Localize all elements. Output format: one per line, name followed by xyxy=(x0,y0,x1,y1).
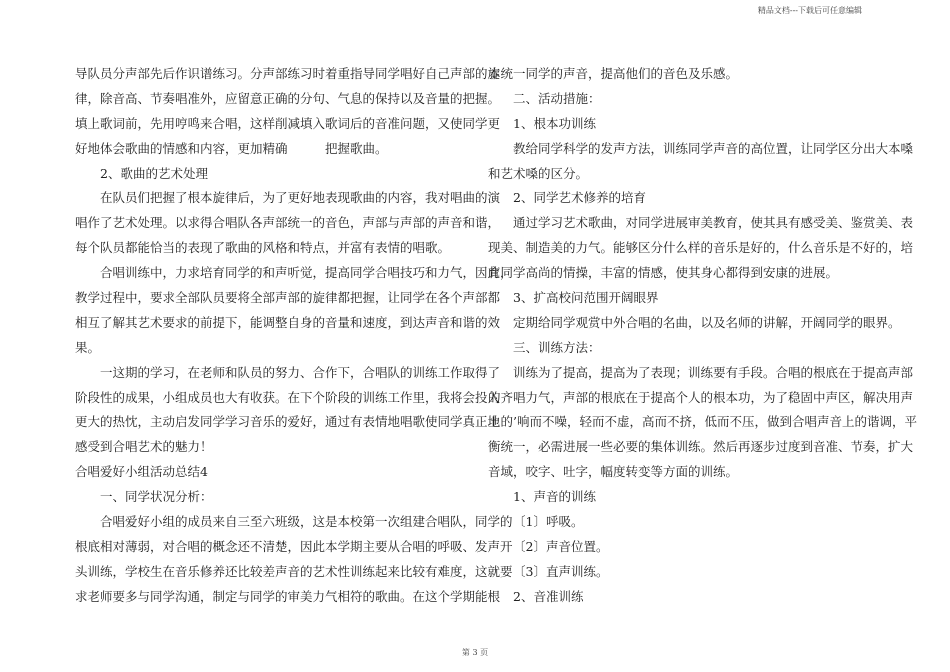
text-line: 教学过程中，要求全部队员要将全部声部的旋律都把握，让同学在各个声部都 xyxy=(75,290,501,306)
text-line: 果。 xyxy=(75,339,101,355)
text-line: 相互了解其艺术要求的前提下，能调整自身的音量和速度，到达声音和谐的效 xyxy=(75,314,501,330)
text-line: 3、扩高校问范围开阔眼界 xyxy=(513,290,659,306)
text-line: 现美、制造美的力气。能够区分什么样的音乐是好的，什么音乐是不好的，培 xyxy=(488,240,914,256)
text-line: 感受到合唱艺术的魅力！ xyxy=(75,439,213,455)
text-line: 定期给同学观赏中外合唱的名曲，以及名师的讲解，开阔同学的眼界。 xyxy=(513,314,901,330)
text-line: 好地体会歌曲的情感和内容，更加精确 把握歌曲。 xyxy=(75,140,388,156)
text-line: 根底相对薄弱，对合唱的概念还不清楚，因此本学期主要从合唱的呼吸、发声开 xyxy=(75,538,513,554)
right-column xyxy=(488,62,917,610)
text-line: 每个队员都能恰当的表现了歌曲的风格和特点，并富有表情的唱歌。 xyxy=(75,240,451,256)
text-line: 求老师要多与同学沟通，制定与同学的审美力气相符的歌曲。在这个学期能根 xyxy=(75,588,501,604)
text-line: 1、声音的训练 xyxy=(513,489,596,505)
text-line: 通过学习艺术歌曲，对同学进展审美教育，使其具有感受美、鉴赏美、表 xyxy=(513,215,914,231)
text-line: 育同学高尚的情操，丰富的情感，使其身心都得到安康的进展。 xyxy=(488,265,839,281)
text-line: 唱作了艺术处理。以求得合唱队各声部统一的音色，声部与声部的声音和谐， xyxy=(75,215,501,231)
page-header: 精品文档---下载后可任意编辑 xyxy=(757,6,862,15)
text-line: 头训练，学校生在音乐修养还比较差声音的艺术性训练起来比较有难度，这就要 xyxy=(75,563,513,579)
text-line: 合唱爱好小组的成员来自三至六班级，这是本校第一次组建合唱队，同学的 xyxy=(100,514,513,530)
text-line: 衡统一，必需进展一些必要的集体训练。然后再逐步过度到音准、节奏，扩大 xyxy=(488,439,914,455)
text-line: 2、同学艺术修养的培育 xyxy=(513,190,646,206)
text-line: 导队员分声部先后作识谱练习。分声部练习时着重指导同学唱好自己声部的旋 xyxy=(75,66,501,81)
text-line: 和艺术嗓的区分。 xyxy=(488,165,589,181)
text-line: 上的’响而不噪，轻而不虚，高而不挤，低而不压，做到合唱声音上的谐调，平 xyxy=(488,414,917,430)
text-line: 阶段性的成果，小组成员也大有收获。在下个阶段的训练工作里，我将会投入 xyxy=(75,389,501,405)
text-line: 的齐唱力气，声部的根底在于提高个人的根本功，为了稳固中声区，解决用声 xyxy=(488,389,914,405)
text-line: 〔3〕直声训练。 xyxy=(513,563,609,579)
text-line: 2、音准训练 xyxy=(513,588,584,604)
text-line: 教给同学科学的发声方法，训练同学声音的高位置，让同学区分出大本嗓 xyxy=(513,140,914,156)
text-line: 一、同学状况分析： xyxy=(100,489,213,505)
text-line: 律，除音高、节奏唱准外，应留意正确的分句、气息的保持以及音量的把握。 xyxy=(75,90,501,106)
text-line: 〔2〕声音位置。 xyxy=(513,538,609,554)
text-line: 训练为了提高，提高为了表现；训练要有手段。合唱的根底在于提高声部 xyxy=(513,364,914,380)
page-number: 第 3 页 xyxy=(461,648,489,657)
text-line: 本统一同学的声音，提高他们的音色及乐感。 xyxy=(488,66,739,81)
text-line: 更大的热忱，主动启发同学学习音乐的爱好，通过有表情地唱歌使同学真正地 xyxy=(75,414,501,430)
text-line: 二、活动措施： xyxy=(513,90,601,106)
left-column xyxy=(75,62,513,610)
text-line: 合唱训练中，力求培育同学的和声听觉，提高同学合唱技巧和力气，因此， xyxy=(100,265,513,281)
text-line: 音域，咬字、吐字，幅度转变等方面的训练。 xyxy=(488,464,739,480)
text-line: 在队员们把握了根本旋律后，为了更好地表现歌曲的内容，我对唱曲的演 xyxy=(100,190,501,206)
text-line: 1、根本功训练 xyxy=(513,115,596,131)
text-line: 三、训练方法： xyxy=(513,339,601,355)
text-line: 填上歌词前，先用哼鸣来合唱，这样削减填入歌词后的音准问题，又使同学更 xyxy=(75,115,501,131)
text-line: 〔1〕呼吸。 xyxy=(513,514,584,530)
text-line: 一这期的学习，在老师和队员的努力、合作下，合唱队的训练工作取得了 xyxy=(100,364,501,380)
text-line: 2、歌曲的艺术处理 xyxy=(100,165,208,181)
text-line: 合唱爱好小组活动总结4 xyxy=(75,464,208,480)
